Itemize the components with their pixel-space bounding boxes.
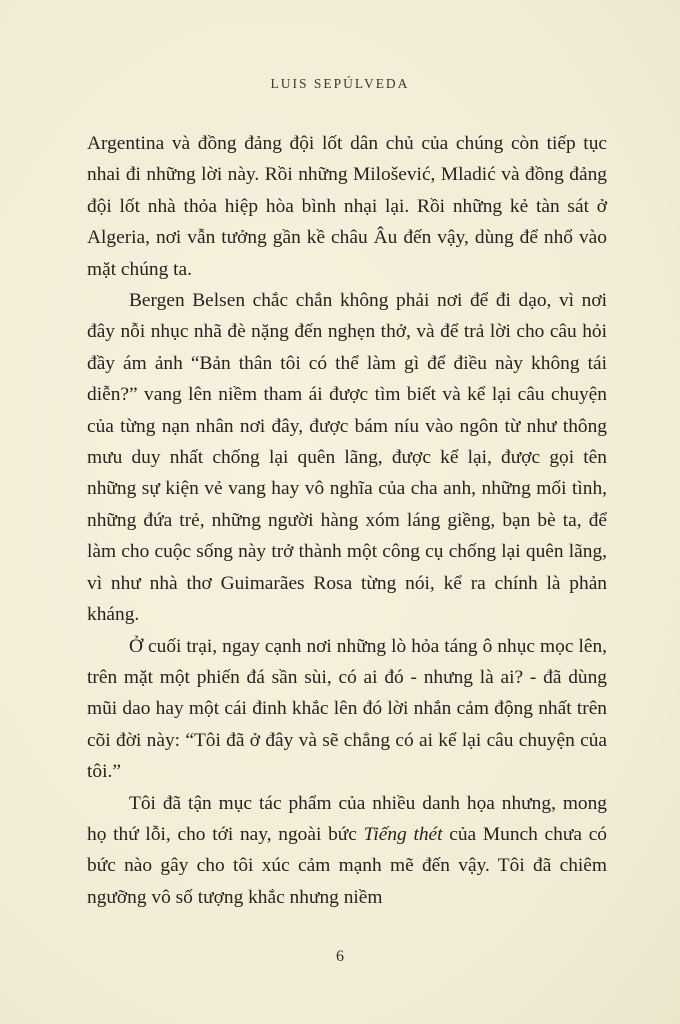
painting-title-italic: Tiếng thét bbox=[363, 823, 443, 845]
running-head: LUIS SEPÚLVEDA bbox=[270, 76, 410, 91]
paragraph-2: Bergen Belsen chắc chắn không phải nơi để đi dạo, vì nơi đây nỗi nhục nhã đè nặng đến nghẹn thở, và để trả lời cho câu hỏi đầy ám ảnh “Bản thân tôi có thể làm gì để điều này không tái diễn?” vang lên niềm tham ái được tìm biết và kể lại câu chuyện của từng nạn nhân nơi đây, được bám níu vào ngôn từ như thông mưu duy nhất chống lại quên lãng, được kể lại, được gọi tên những sự kiện vẻ vang hay vô nghĩa của cha anh, những mối tình, những đứa trẻ, những người hàng xóm láng giềng, bạn bè ta, để làm cho cuộc sống này trở thành một công cụ chống lại quên lãng, vì như nhà thơ Guimarães Rosa từng nói, kể ra chính là phản kháng. bbox=[87, 290, 607, 626]
paragraph-3: Ở cuối trại, ngay cạnh nơi những lò hỏa táng ô nhục mọc lên, trên mặt một phiến đá sần sùi, có ai đó - nhưng là ai? - đã dùng mũi dao hay một cái đinh khắc lên đó lời nhắn cảm động nhất trên cõi đời này: “Tôi đã ở đây và sẽ chẳng có ai kể lại câu chuyện của tôi.” bbox=[87, 635, 607, 783]
paragraph-4 bbox=[87, 788, 607, 914]
paragraph-4-text-after: của Munch chưa có bức nào gây cho tôi xúc cảm mạnh mẽ đến vậy. Tôi đã chiêm ngưỡng vô số tượng khắc nhưng niềm bbox=[87, 823, 607, 908]
body-text bbox=[87, 128, 607, 913]
page-number: 6 bbox=[336, 948, 344, 965]
paragraph-1: Argentina và đồng đảng đội lốt dân chủ của chúng còn tiếp tục nhai đi những lời này. Rồi những Milošević, Mladić và đồng đảng đội lốt nhà thỏa hiệp hòa bình nhại lại. Rồi những kẻ tàn sát ở Algeria, nơi vẫn tưởng gần kề châu Âu đến vậy, dùng để nhổ vào mặt chúng ta. bbox=[87, 133, 607, 280]
paragraph-4-text-before: Tôi đã tận mục tác phẩm của nhiều danh họa nhưng, mong họ thứ lỗi, cho tới nay, ngoài bức bbox=[87, 792, 607, 845]
